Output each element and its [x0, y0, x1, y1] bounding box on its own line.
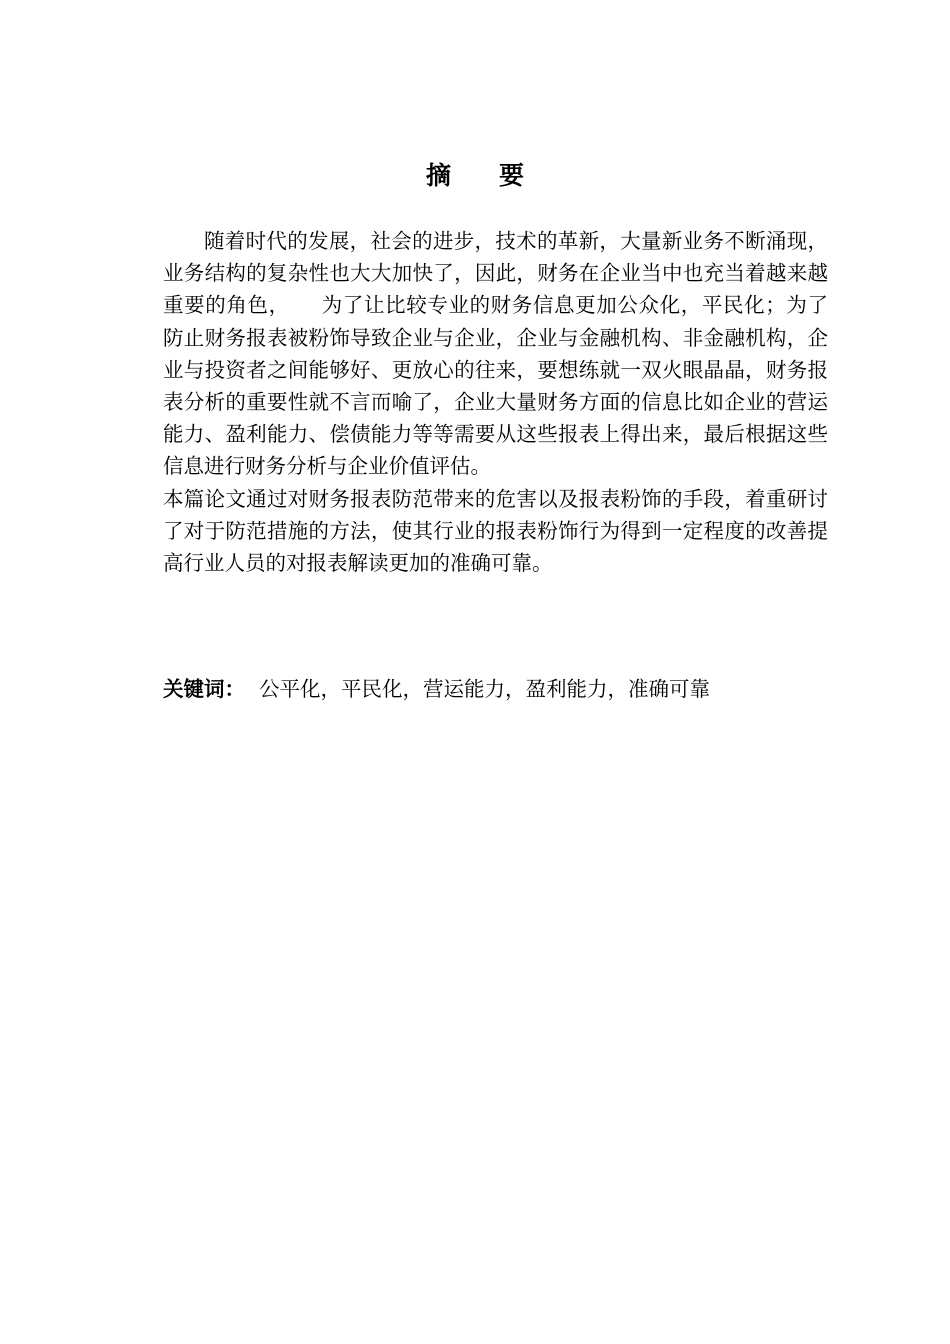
- abstract-paragraph-2: 本篇论文通过对财务报表防范带来的危害以及报表粉饰的手段，着重研讨了对于防范措施的方法，使其行业的报表粉饰行为得到一定程度的改善提高行业人员的对报表解读更加的准确可靠。: [163, 486, 828, 576]
- abstract-title: 摘要: [425, 161, 572, 190]
- abstract-body: [163, 225, 828, 579]
- keywords-label: 关键词：: [163, 677, 245, 701]
- abstract-paragraph-1: 随着时代的发展，社会的进步，技术的革新，大量新业务不断涌现，业务结构的复杂性也大大加快了，因此，财务在企业当中也充当着越来越重要的角色， 为了让比较专业的财务信息更加公众化，平民化；为了防止财务报表被粉饰导致企业与企业，企业与金融机构、非金融机构，企业与投资者之间能够好、更放心的往来，要想练就一双火眼晶晶，财务报表分析的重要性就不言而喻了，企业大量财务方面的信息比如企业的营运能力、盈利能力、偿债能力等等需要从这些报表上得出来，最后根据这些信息进行财务分析与企业价值评估。: [163, 229, 828, 479]
- keywords-text: 公平化，平民化，营运能力，盈利能力，准确可靠: [259, 677, 710, 701]
- keywords-line: [163, 673, 828, 705]
